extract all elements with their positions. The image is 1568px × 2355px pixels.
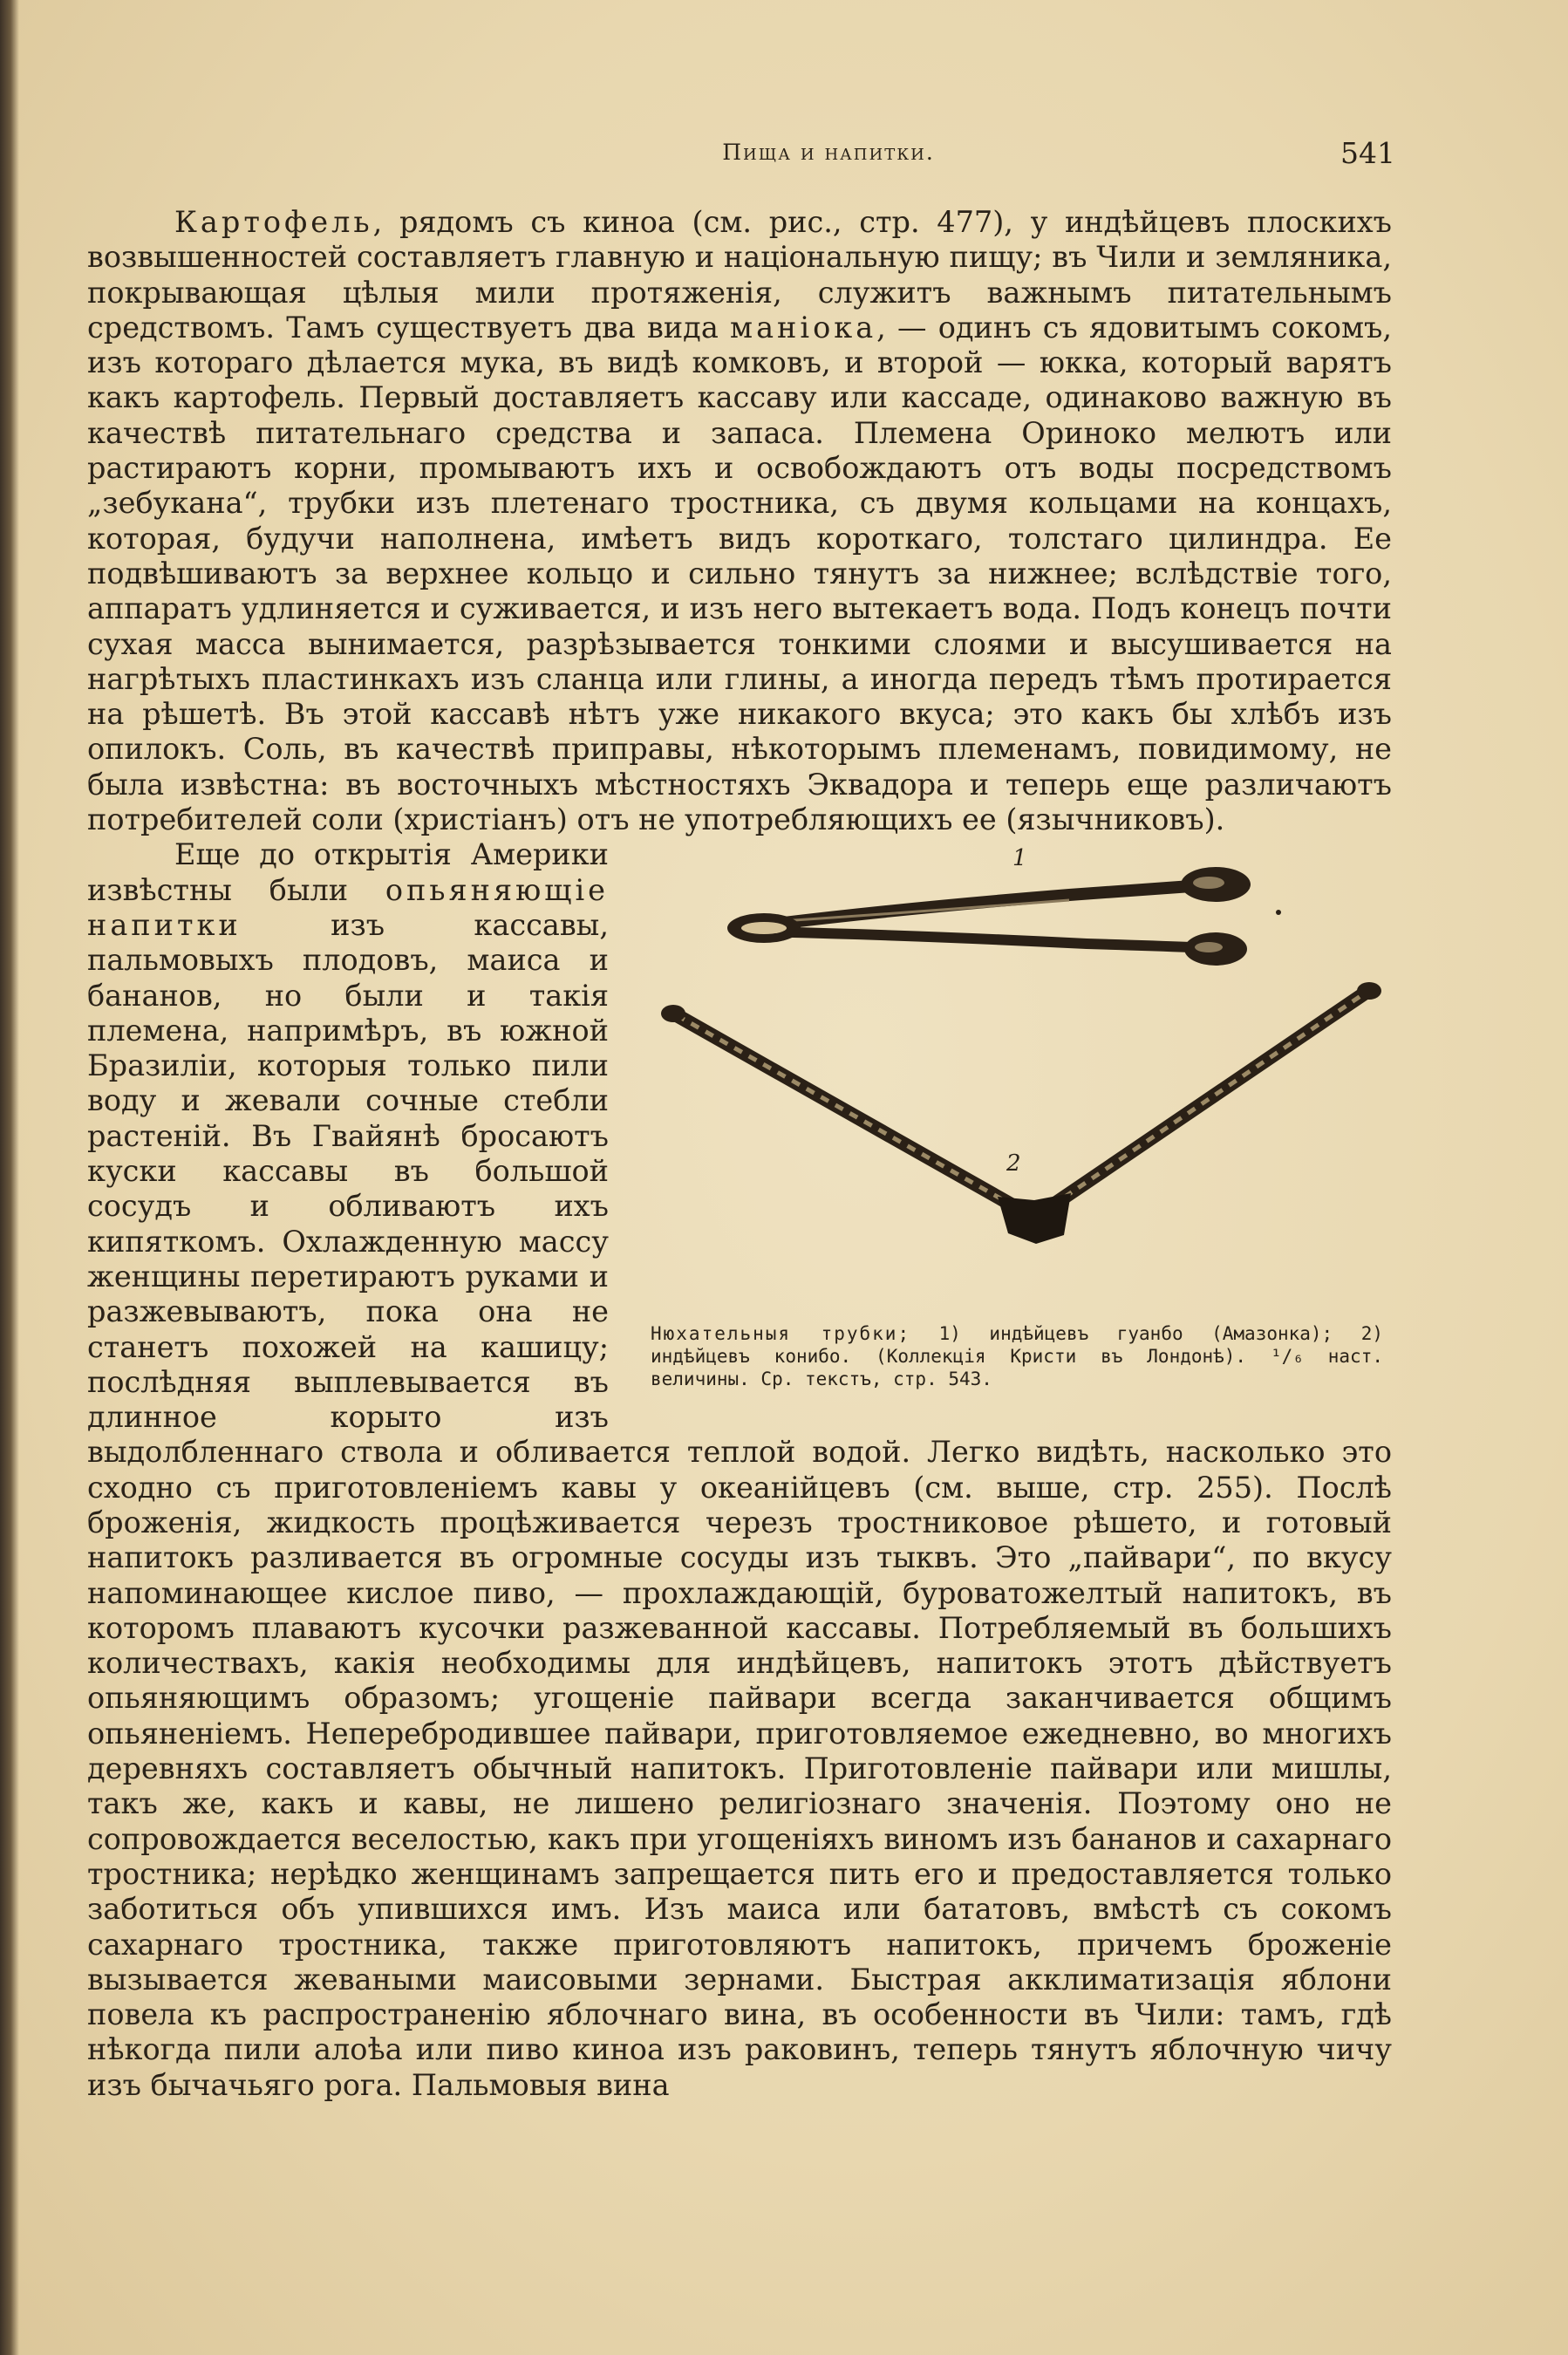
page-binding-edge — [0, 0, 19, 2355]
figure-label-1: 1 — [1012, 845, 1027, 872]
snuff-tube-2-drawing — [661, 982, 1381, 1244]
paragraph-1-text-b: , — одинъ съ ядовитымъ сокомъ, изъ котораго дѣлается мука, въ видѣ комковъ, и второй — юкка, который варятъ какъ картофель. Первый доставляетъ кассаву или кассаде, одинаково важную въ качествѣ питательнаго средства и запаса. Племена Ориноко мелютъ или растираютъ корни, промываютъ ихъ и освобождаютъ отъ воды посредствомъ „зебукана“, трубки изъ плетенаго тростника, съ двумя кольцами на концахъ, которая, будучи наполнена, имѣетъ видъ короткаго, толстаго цилиндра. Ее подвѣшиваютъ за верхнее кольцо и сильно тянутъ за нижнее; вслѣдствіе того, аппаратъ удлиняется и суживается, и изъ него вытекаетъ вода. Подъ конецъ почти сухая масса вынимается, разрѣзывается тонкими слоями и высушивается на нагрѣтыхъ пластинкахъ изъ сланца или глины, а иногда передъ тѣмъ протирается на рѣшетѣ. Въ этой кассавѣ нѣтъ уже никакого вкуса; это какъ бы хлѣбъ изъ опилокъ. Соль, въ качествѣ приправы, нѣкоторымъ племенамъ, повидимому, не была извѣстна: въ восточныхъ мѣстностяхъ Эквадора и теперь еще различаютъ потребителей соли (христіанъ) отъ не употребляющихъ ее (язычниковъ). — [87, 310, 1392, 837]
paragraph-2-emph-phrase: опьяняющіе напитки — [87, 872, 609, 942]
figure-snuff-tubes — [633, 841, 1392, 1399]
paragraph-1-lead-word: Картофель — [174, 205, 373, 239]
page-number: 541 — [1340, 136, 1395, 170]
figure-caption-rest: 1) индѣйцевъ гуанбо (Амазонка); 2) индѣйцевъ конибо. (Коллекція Кристи въ Лондонѣ). ¹/₆ наст. величины. Ср. текстъ, стр. 543. — [651, 1323, 1384, 1390]
paragraph-2-text-a: Еще до открытія Америки извѣстны были — [87, 837, 609, 907]
snuff-tubes-illustration — [633, 841, 1392, 1329]
page-header — [87, 136, 1395, 174]
body-text — [87, 205, 1392, 2103]
paragraph-2-text-b: изъ кассавы, пальмовыхъ плодовъ, маиса и бананов, но были и такія племена, напримѣръ, въ южной Бразиліи, которыя только пили воду и жевали сочные стебли растеній. Въ Гвайянѣ бросаютъ куски кассавы въ большой сосудъ и обливаютъ ихъ кипяткомъ. Охлажденную массу женщины перетираютъ руками и разжевываютъ, пока она не станетъ похожей на кашицу; послѣдняя выплевывается въ длинное корыто изъ выдолбленнаго ствола и обливается теплой водой. Легко видѣть, насколько это сходно съ приготовленіемъ кавы у океанійцевъ (см. выше, стр. 255). Послѣ броженія, жидкость процѣживается черезъ тростниковое рѣшето, и готовый напитокъ разливается въ огромные сосуды изъ тыквъ. Это „пайвари“, по вкусу напоминающее кислое пиво, — прохлаждающій, буроватожелтый напитокъ, въ которомъ плаваютъ кусочки разжеванной кассавы. Потребляемый въ большихъ количествахъ, какія необходимы для индѣйцевъ, напитокъ этотъ дѣйствуетъ опьяняющимъ образомъ; угощеніе пайвари всегда заканчивается общимъ опьяненіемъ. Неперебродившее пайвари, приготовляемое ежедневно, во многихъ деревняхъ составляетъ обычный напитокъ. Приготовленіе пайвари или мишлы, такъ же, какъ и кавы, не лишено религіознаго значенія. Поэтому оно не сопровождается веселостью, какъ при угощеніяхъ виномъ изъ бананов и сахарнаго тростника; нерѣдко женщинамъ запрещается пить его и предоставляется только заботиться объ упившихся имъ. Изъ маиса или бататовъ, вмѣстѣ съ сокомъ сахарнаго тростника, также приготовляютъ напитокъ, причемъ броженіе вызывается жеваными маисовыми зернами. Быстрая акклиматизація яблони повела къ распространенію яблочнаго вина, въ особенности въ Чили: тамъ, гдѣ нѣкогда пили алоѣа или пиво киноа изъ раковинъ, теперь тянутъ яблочную чичу изъ бычачьяго рога. Пальмовыя вина — [87, 907, 1392, 2102]
figure-label-2: 2 — [1006, 1150, 1021, 1178]
paragraph-1 — [87, 205, 1392, 837]
figure-caption-lead: Нюхательныя трубки; — [651, 1323, 911, 1345]
paragraph-1-emph-word: маніока — [730, 310, 877, 345]
paragraph-1-text-a: , рядомъ съ киноа (см. рис., стр. 477), у индѣйцевъ плоскихъ возвышенностей составляетъ главную и національную пищу; въ Чили и земляника, покрывающая цѣлыя мили протяженія, служитъ важнымъ питательнымъ средствомъ. Тамъ существуетъ два вида — [87, 205, 1392, 345]
running-head: Пища и напитки. — [722, 140, 935, 165]
figure-caption — [651, 1322, 1383, 1390]
snuff-tube-1-drawing — [727, 867, 1281, 966]
